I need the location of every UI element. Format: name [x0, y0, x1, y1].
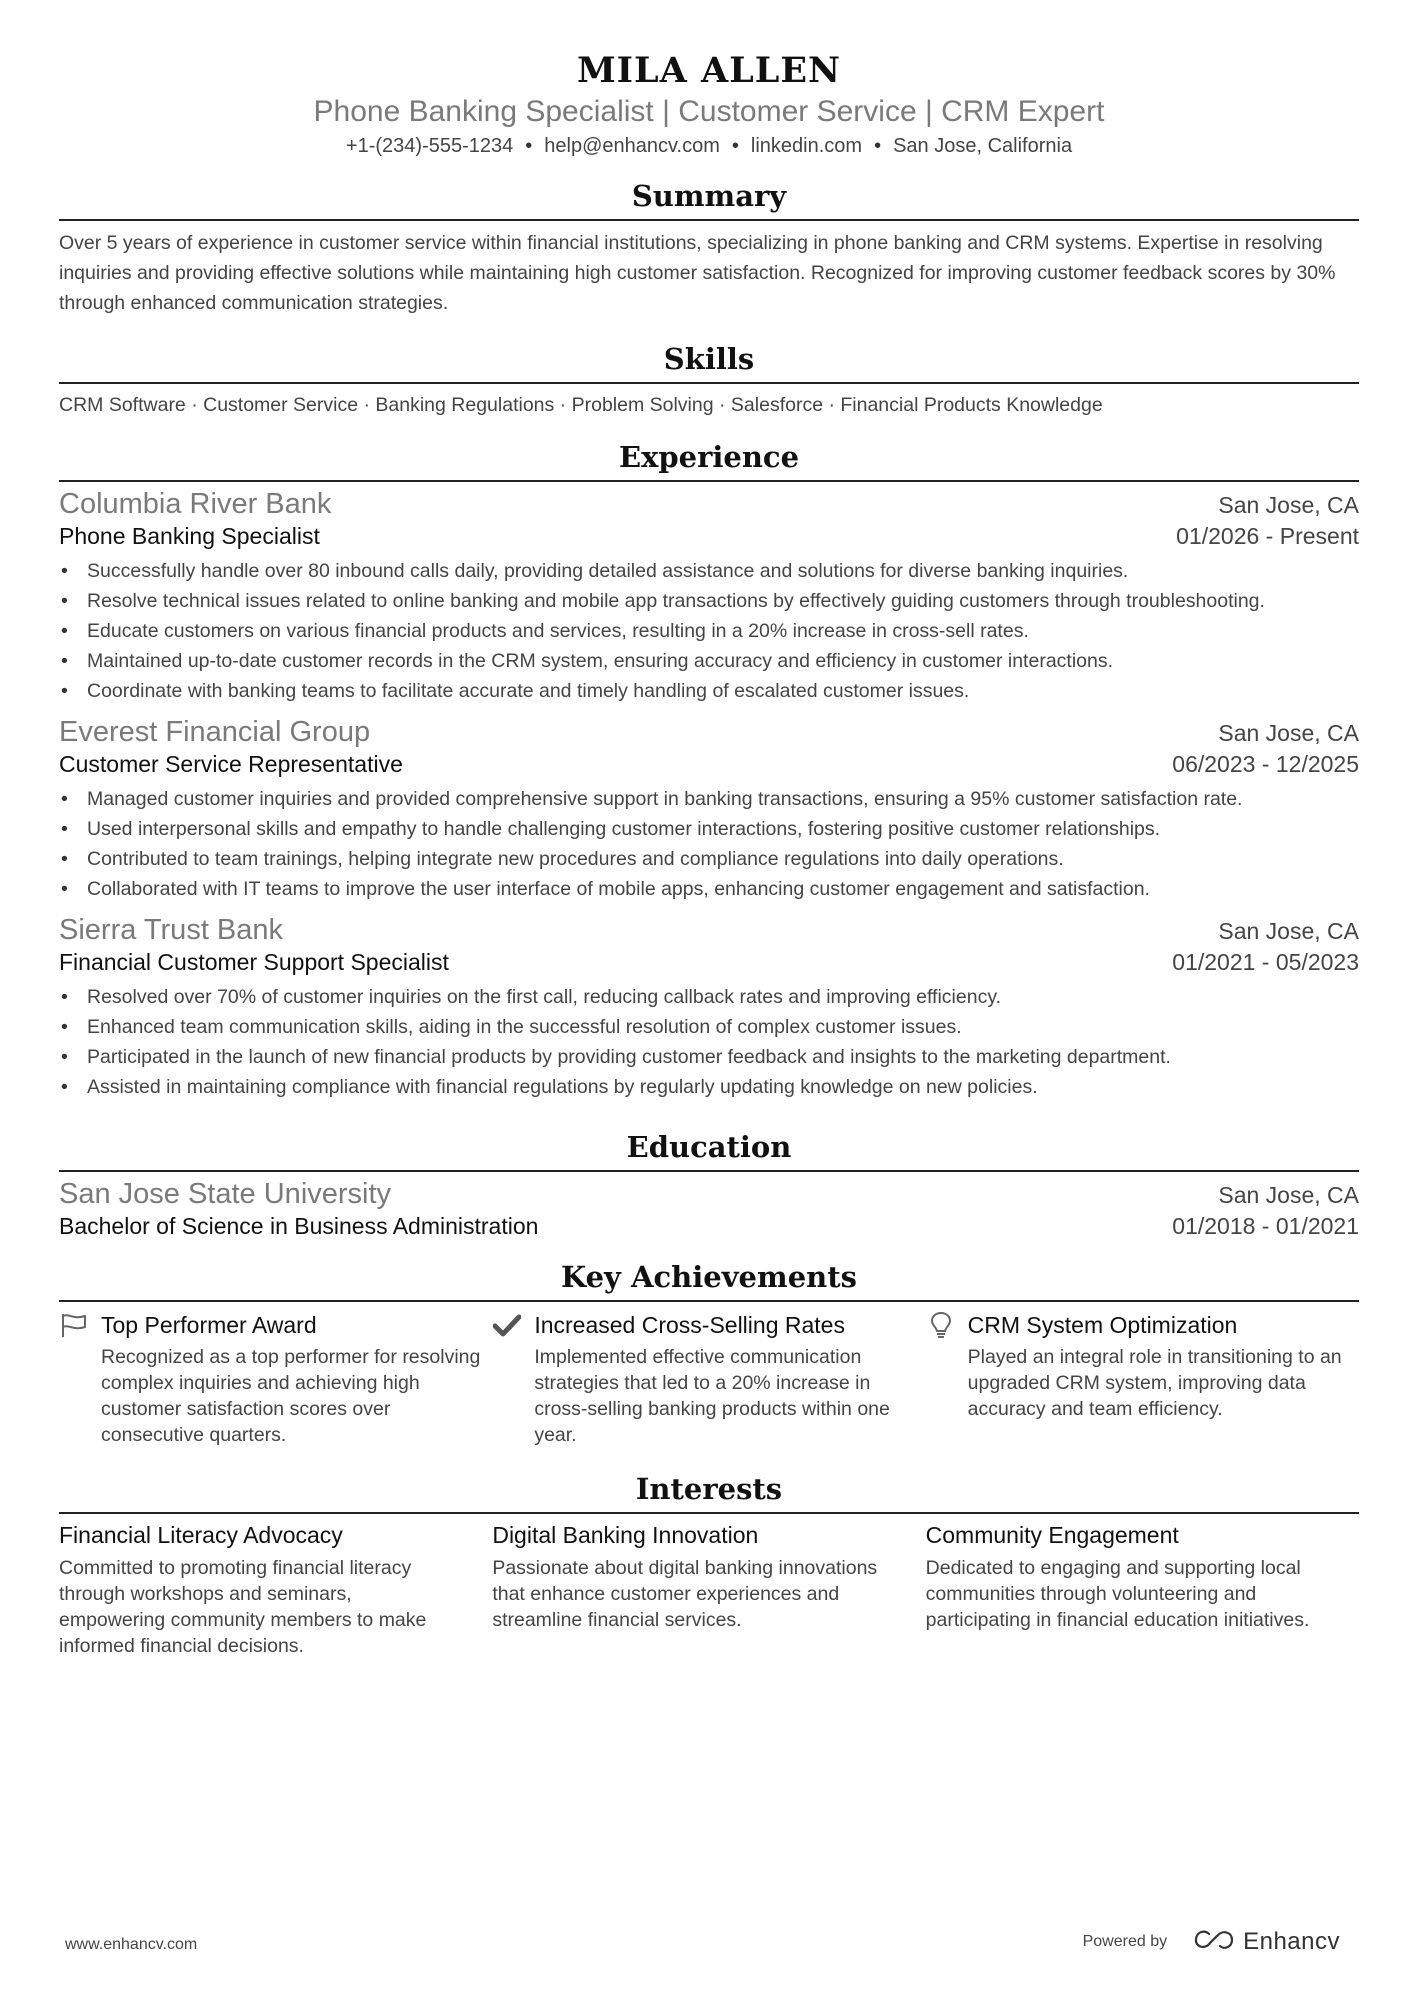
school-name: San Jose State University — [59, 1178, 392, 1210]
bullet-item: • Educate customers on various financial products and services, resulting in a 20% increase in cross-sell rates. — [87, 616, 1359, 646]
enhancv-logo-icon — [1193, 1929, 1235, 1956]
interest-desc: Passionate about digital banking innovations that enhance customer experiences and streamline financial services. — [492, 1557, 878, 1631]
section-title: Skills — [663, 342, 755, 376]
job-title: Customer Service Representative — [59, 751, 403, 777]
job-entry — [59, 488, 1359, 706]
divider — [59, 382, 1359, 384]
flag-icon — [59, 1310, 89, 1340]
divider — [59, 1300, 1359, 1302]
interest-title: Digital Banking Innovation — [492, 1522, 759, 1548]
experience-section — [59, 438, 1359, 1102]
linkedin-link[interactable]: linkedin.com — [750, 135, 863, 157]
summary-text: Over 5 years of experience in customer service within financial institutions, specializing in phone banking and CRM systems. Expertise in resolving inquiries and providing effective solutions while maintaining high customer satisfaction. Recognized for improving customer feedback scores by 30% through enhanced communication strategies. — [59, 232, 1336, 314]
bullet-item: • Coordinate with banking teams to facilitate accurate and timely handling of escalated customer issues. — [87, 676, 1359, 706]
job-title: Financial Customer Support Specialist — [59, 949, 449, 975]
brand-name: Enhancv — [1243, 1928, 1340, 1955]
achievement-title: Top Performer Award — [101, 1311, 317, 1338]
divider — [59, 480, 1359, 482]
achievements-section — [59, 1258, 1359, 1448]
job-dates: 01/2026 - Present — [1176, 523, 1359, 549]
section-title: Education — [626, 1130, 792, 1164]
bullet-item: • Successfully handle over 80 inbound calls daily, providing detailed assistance and solutions for diverse banking inquiries. — [87, 556, 1359, 586]
interest-desc: Committed to promoting financial literacy through workshops and seminars, empowering community members to make informed financial decisions. — [59, 1557, 427, 1657]
bullet-item: • Enhanced team communication skills, aiding in the successful resolution of complex customer issues. — [87, 1012, 1359, 1042]
interest-item — [926, 1522, 1359, 1659]
skills-list: CRM Software · Customer Service · Banking Regulations · Problem Solving · Salesforce · Financial Products Knowledge — [59, 394, 1103, 416]
achievement-desc: Recognized as a top performer for resolving complex inquiries and achieving high customer satisfaction scores over consecutive quarters. — [101, 1346, 481, 1446]
company-name: Sierra Trust Bank — [59, 914, 284, 946]
achievement-item — [926, 1310, 1359, 1448]
section-title: Key Achievements — [561, 1260, 857, 1294]
lightbulb-icon — [926, 1310, 956, 1340]
contact-line — [59, 132, 1359, 160]
education-section — [59, 1128, 1359, 1240]
skills-section — [59, 340, 1359, 420]
achievement-desc: Implemented effective communication strategies that led to a 20% increase in cross-selling banking products within one year. — [534, 1346, 890, 1446]
job-bullets — [59, 784, 1359, 904]
degree: Bachelor of Science in Business Administration — [59, 1213, 539, 1239]
education-dates: 01/2018 - 01/2021 — [1172, 1213, 1359, 1239]
job-location: San Jose, CA — [1218, 720, 1359, 746]
job-location: San Jose, CA — [1218, 918, 1359, 944]
school-location: San Jose, CA — [1218, 1182, 1359, 1208]
divider — [59, 1170, 1359, 1172]
section-title: Experience — [618, 440, 800, 474]
email[interactable]: help@enhancv.com — [544, 135, 720, 157]
section-title: Interests — [635, 1472, 783, 1506]
separator: • — [525, 135, 533, 157]
job-dates: 06/2023 - 12/2025 — [1172, 751, 1359, 777]
bullet-item: • Resolved over 70% of customer inquiries on the first call, reducing callback rates and improving efficiency. — [87, 982, 1359, 1012]
job-entry — [59, 914, 1359, 1102]
interest-item — [492, 1522, 925, 1659]
bullet-item: • Resolve technical issues related to online banking and mobile app transactions by effectively guiding customers through troubleshooting. — [87, 586, 1359, 616]
job-bullets — [59, 556, 1359, 706]
bullet-item: • Collaborated with IT teams to improve the user interface of mobile apps, enhancing customer engagement and satisfaction. — [87, 874, 1359, 904]
achievement-desc: Played an integral role in transitioning to an upgraded CRM system, improving data accuracy and team efficiency. — [967, 1346, 1342, 1420]
candidate-name: MILA ALLEN — [576, 50, 842, 91]
separator: • — [874, 135, 882, 157]
bullet-item: • Managed customer inquiries and provided comprehensive support in banking transactions, ensuring a 95% customer satisfaction rate. — [87, 784, 1359, 814]
footer-branding — [1083, 1928, 1340, 1956]
resume-page — [59, 0, 1359, 1659]
checkmark-icon — [492, 1310, 522, 1340]
achievement-title: Increased Cross-Selling Rates — [534, 1311, 845, 1338]
bullet-item: • Used interpersonal skills and empathy to handle challenging customer interactions, fostering positive customer relationships. — [87, 814, 1359, 844]
job-title: Phone Banking Specialist — [59, 523, 320, 549]
interest-item — [59, 1522, 492, 1659]
job-entry — [59, 716, 1359, 904]
job-dates: 01/2021 - 05/2023 — [1172, 949, 1359, 975]
achievement-item — [492, 1310, 925, 1448]
job-location: San Jose, CA — [1218, 492, 1359, 518]
headline: Phone Banking Specialist | Customer Service | CRM Expert — [313, 95, 1105, 128]
bullet-item: • Contributed to team trainings, helping integrate new procedures and compliance regulations into daily operations. — [87, 844, 1359, 874]
company-name: Everest Financial Group — [59, 716, 371, 748]
divider — [59, 219, 1359, 221]
company-name: Columbia River Bank — [59, 488, 332, 520]
section-title: Summary — [631, 179, 787, 213]
separator: • — [731, 135, 739, 157]
interest-title: Financial Literacy Advocacy — [59, 1522, 343, 1548]
job-bullets — [59, 982, 1359, 1102]
phone[interactable]: +1-(234)-555-1234 — [345, 135, 514, 157]
bullet-item: • Assisted in maintaining compliance with financial regulations by regularly updating knowledge on new policies. — [87, 1072, 1359, 1102]
achievement-item — [59, 1310, 492, 1448]
divider — [59, 1512, 1359, 1514]
interests-section — [59, 1470, 1359, 1659]
powered-by-label: Powered by — [1082, 1933, 1168, 1950]
achievement-title: CRM System Optimization — [967, 1311, 1238, 1338]
location: San Jose, California — [893, 135, 1073, 157]
interest-title: Community Engagement — [925, 1522, 1179, 1548]
bullet-item: • Maintained up-to-date customer records in the CRM system, ensuring accuracy and efficiency in customer interactions. — [87, 646, 1359, 676]
footer-website[interactable]: www.enhancv.com — [65, 1936, 198, 1953]
bullet-item: • Participated in the launch of new financial products by providing customer feedback and insights to the marketing department. — [87, 1042, 1359, 1072]
interest-desc: Dedicated to engaging and supporting local communities through volunteering and participating in financial education initiatives. — [925, 1557, 1310, 1631]
summary-section — [59, 177, 1359, 318]
